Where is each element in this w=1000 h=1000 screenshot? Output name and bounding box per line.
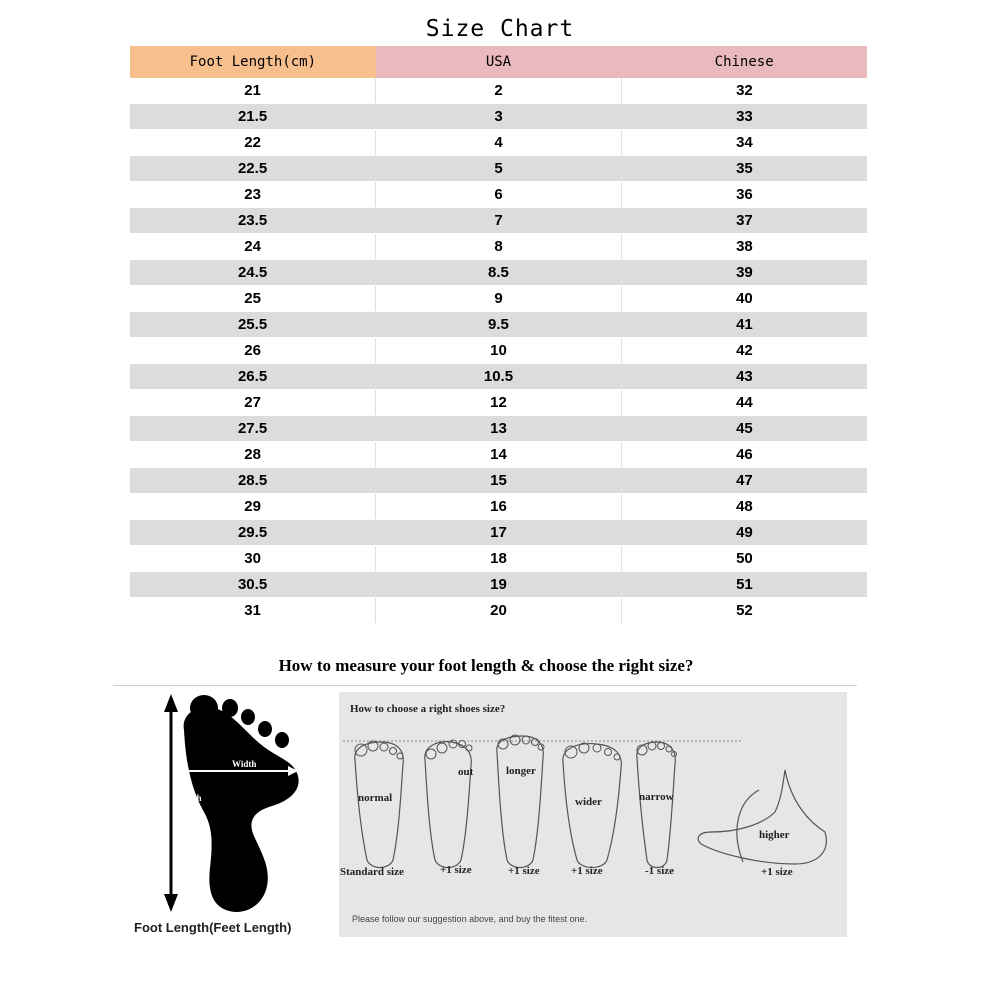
table-row <box>130 546 867 572</box>
cell-foot-length: 26.5 <box>130 364 376 390</box>
size-wider: +1 size <box>571 865 603 877</box>
cell-usa: 8 <box>376 234 622 260</box>
cell-usa: 2 <box>376 78 622 104</box>
foot-longer-icon <box>497 736 543 868</box>
table-row <box>130 234 867 260</box>
table-row <box>130 468 867 494</box>
toe-icon <box>241 709 255 725</box>
cell-usa: 10.5 <box>376 364 622 390</box>
cell-foot-length: 25.5 <box>130 312 376 338</box>
cell-foot-length: 27 <box>130 390 376 416</box>
cell-usa: 17 <box>376 520 622 546</box>
cell-chinese: 44 <box>621 390 867 416</box>
cell-usa: 13 <box>376 416 622 442</box>
table-row <box>130 78 867 104</box>
cell-usa: 14 <box>376 442 622 468</box>
cell-foot-length: 23 <box>130 182 376 208</box>
label-wider: wider <box>575 796 602 808</box>
cell-usa: 6 <box>376 182 622 208</box>
cell-usa: 9.5 <box>376 312 622 338</box>
cell-usa: 3 <box>376 104 622 130</box>
cell-usa: 8.5 <box>376 260 622 286</box>
cell-foot-length: 27.5 <box>130 416 376 442</box>
label-narrow: narrow <box>639 791 674 803</box>
cell-usa: 15 <box>376 468 622 494</box>
header-usa: USA <box>376 46 622 78</box>
cell-foot-length: 25 <box>130 286 376 312</box>
cell-chinese: 33 <box>621 104 867 130</box>
cell-foot-length: 22.5 <box>130 156 376 182</box>
cell-chinese: 47 <box>621 468 867 494</box>
cell-chinese: 45 <box>621 416 867 442</box>
table-row <box>130 312 867 338</box>
table-row <box>130 390 867 416</box>
label-normal: normal <box>358 792 393 804</box>
cell-foot-length: 22 <box>130 130 376 156</box>
foot-length-caption: Foot Length(Feet Length) <box>134 920 292 935</box>
label-higher: higher <box>759 829 790 841</box>
foot-normal-icon <box>355 742 403 868</box>
cell-foot-length: 24 <box>130 234 376 260</box>
cell-foot-length: 21 <box>130 78 376 104</box>
cell-usa: 20 <box>376 598 622 624</box>
cell-foot-length: 28 <box>130 442 376 468</box>
table-row <box>130 130 867 156</box>
length-arrow-bottom <box>164 894 178 912</box>
guide-illustration <box>339 692 847 937</box>
cell-foot-length: 29.5 <box>130 520 376 546</box>
cell-usa: 4 <box>376 130 622 156</box>
table-row <box>130 442 867 468</box>
cell-usa: 19 <box>376 572 622 598</box>
measure-heading: How to measure your foot length & choose the right size? <box>278 656 694 675</box>
table-header-row <box>130 46 867 78</box>
cell-chinese: 52 <box>621 598 867 624</box>
toe-icon <box>275 732 289 748</box>
cell-foot-length: 28.5 <box>130 468 376 494</box>
size-table <box>130 46 867 624</box>
cell-chinese: 34 <box>621 130 867 156</box>
header-foot-length: Foot Length(cm) <box>130 46 376 78</box>
cell-chinese: 48 <box>621 494 867 520</box>
size-longer: +1 size <box>508 865 540 877</box>
size-narrow: -1 size <box>645 865 675 877</box>
cell-foot-length: 23.5 <box>130 208 376 234</box>
table-row <box>130 416 867 442</box>
label-longer: longer <box>506 765 536 777</box>
cell-chinese: 32 <box>621 78 867 104</box>
cell-usa: 12 <box>376 390 622 416</box>
cell-chinese: 38 <box>621 234 867 260</box>
cell-chinese: 42 <box>621 338 867 364</box>
table-row <box>130 156 867 182</box>
cell-usa: 18 <box>376 546 622 572</box>
table-row <box>130 598 867 624</box>
big-toe-icon <box>190 695 218 721</box>
foot-out-icon <box>425 742 474 868</box>
cell-foot-length: 30 <box>130 546 376 572</box>
toe-icon <box>258 721 272 737</box>
cell-chinese: 49 <box>621 520 867 546</box>
guide-note: Please follow our suggestion above, and buy the fitest one. <box>352 914 588 924</box>
table-row <box>130 286 867 312</box>
width-label: Width <box>232 759 257 769</box>
cell-usa: 10 <box>376 338 622 364</box>
guide-title: How to choose a right shoes size? <box>350 703 506 715</box>
size-higher: +1 size <box>761 866 793 878</box>
cell-usa: 9 <box>376 286 622 312</box>
cell-chinese: 36 <box>621 182 867 208</box>
label-out: out <box>458 766 474 778</box>
size-table-body <box>130 78 867 624</box>
cell-usa: 5 <box>376 156 622 182</box>
table-row <box>130 260 867 286</box>
length-label: Length <box>174 793 202 803</box>
length-arrow-top <box>164 694 178 712</box>
cell-foot-length: 24.5 <box>130 260 376 286</box>
size-guide-panel <box>339 692 847 937</box>
foot-higher-icon <box>698 770 826 864</box>
cell-chinese: 37 <box>621 208 867 234</box>
foot-narrow-icon <box>637 742 676 868</box>
table-row <box>130 182 867 208</box>
cell-usa: 16 <box>376 494 622 520</box>
header-chinese: Chinese <box>621 46 867 78</box>
table-row <box>130 520 867 546</box>
cell-chinese: 41 <box>621 312 867 338</box>
cell-chinese: 50 <box>621 546 867 572</box>
cell-chinese: 46 <box>621 442 867 468</box>
cell-chinese: 51 <box>621 572 867 598</box>
cell-chinese: 39 <box>621 260 867 286</box>
table-row <box>130 364 867 390</box>
cell-foot-length: 21.5 <box>130 104 376 130</box>
cell-foot-length: 31 <box>130 598 376 624</box>
cell-foot-length: 29 <box>130 494 376 520</box>
page-title: Size Chart <box>425 16 575 42</box>
foot-diagram <box>126 690 336 940</box>
table-row <box>130 208 867 234</box>
size-standard: Standard size <box>340 866 404 878</box>
table-row <box>130 338 867 364</box>
cell-usa: 7 <box>376 208 622 234</box>
cell-chinese: 35 <box>621 156 867 182</box>
cell-chinese: 43 <box>621 364 867 390</box>
size-out: +1 size <box>440 864 472 876</box>
cell-chinese: 40 <box>621 286 867 312</box>
table-row <box>130 494 867 520</box>
cell-foot-length: 26 <box>130 338 376 364</box>
divider <box>113 685 857 686</box>
toe-icon <box>222 699 238 717</box>
table-row <box>130 572 867 598</box>
higher-arc-icon <box>737 790 759 862</box>
cell-foot-length: 30.5 <box>130 572 376 598</box>
table-row <box>130 104 867 130</box>
